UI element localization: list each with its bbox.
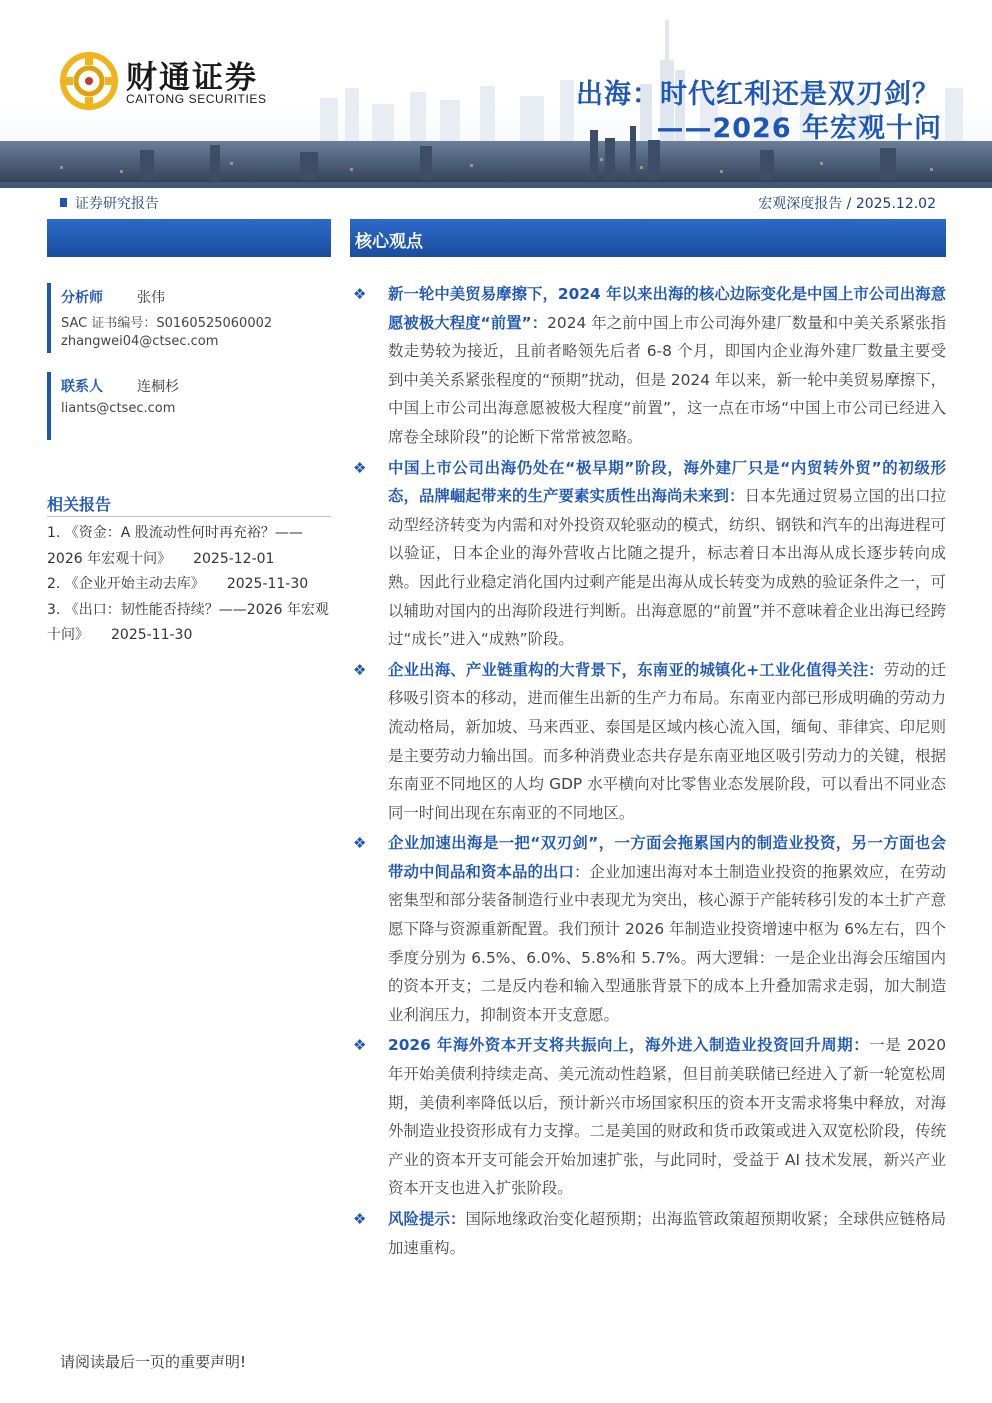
core-point	[350, 656, 946, 828]
related-reports-list	[47, 521, 337, 649]
diamond-bullet-icon: ❖	[353, 834, 367, 853]
related-report-item[interactable]	[47, 598, 337, 649]
point-body: 国际地缘政治变化超预期；出海监管政策超预期收紧；全球供应链格局加速重构。	[388, 1210, 946, 1257]
related-report-title: 3. 《出口：韧性能否持续？——2026 年宏观十问》	[47, 601, 329, 643]
core-point	[350, 1205, 946, 1262]
point-body: 一是 2020 年开始美债利持续走高、美元流动性趋紧，但目前美联储已经进入了新一轮宽松周期，美债利率降低以后，预计新兴市场国家积压的资本开支需求将集中释放，对海外制造业投资形成有力支撑。二是美国的财政和货币政策或进入双宽松阶段，传统产业的资本开支可能会开始加速扩张，与此同时，受益于 AI 技术发展，新兴产业资本开支也进入扩张阶段。	[388, 1036, 947, 1198]
company-logo	[60, 46, 300, 116]
contact-email[interactable]: liants@ctsec.com	[61, 401, 176, 416]
divider	[47, 516, 331, 517]
core-view-header	[350, 219, 946, 257]
related-report-item[interactable]	[47, 521, 337, 572]
related-report-title: 1. 《资金：A 股流动性何时再充裕？——2026 年宏观十问》	[47, 525, 303, 567]
point-heading: 企业出海、产业链重构的大背景下，东南亚的城镇化+工业化值得关注：	[388, 660, 884, 679]
accent-bar	[47, 283, 51, 353]
diamond-bullet-icon: ❖	[353, 660, 367, 679]
related-report-item[interactable]	[47, 572, 337, 598]
core-point	[350, 454, 946, 654]
analyst-name: 张伟	[137, 290, 165, 306]
related-report-date: 2025-11-30	[226, 576, 309, 592]
contact-label: 联系人	[61, 379, 103, 395]
point-heading: 2026 年海外资本开支将共振向上，海外进入制造业投资回升周期：	[388, 1036, 870, 1055]
analyst-email[interactable]: zhangwei04@ctsec.com	[61, 334, 219, 349]
core-point	[350, 1031, 946, 1203]
point-heading: 企业加速出海是一把“双刃剑”，一方面会拖累国内的制造业投资，另一方面也会带动中间品和资本品的出口	[388, 834, 946, 881]
report-title: 出海：时代红利还是双刃剑？	[576, 79, 940, 110]
report-header	[0, 0, 992, 188]
related-reports-title: 相关报告	[47, 495, 112, 514]
core-points-list	[350, 280, 946, 1262]
point-heading: 中国上市公司出海仍处在“极早期”阶段，海外建厂只是“内贸转外贸”的初级形态，品牌崛起带来的生产要素实质性出海尚未来到：	[388, 458, 946, 506]
point-body: 2024 年之前中国上市公司海外建厂数量和中美关系紧张指数走势较为接近，且前者略领先后者 6-8 个月，即国内企业海外建厂数量主要受到中美关系紧张程度的“预期”扰动，但是 2024 年以来，新一轮中美贸易摩擦下，中国上市公司出海意愿被极大程度“前置”，这一点在市场“中国上市公司已经进入席卷全球阶段”的论断下常常被忽略。	[388, 313, 946, 446]
report-type-label	[60, 193, 159, 213]
diamond-bullet-icon: ❖	[353, 1210, 367, 1228]
accent-bar	[47, 372, 51, 440]
point-body: ：企业加速出海对本土制造业投资的拖累效应，在劳动密集型和部分装备制造行业中表现尤为突出，核心源于产能转移引发的本土扩产意愿下降与资源重新配置。我们预计 2026 年制造业投资增速中枢为 6%左右，四个季度分别为 6.5%、6.0%、5.8%和 5.7%。两大逻辑：一是企业出海会压缩国内的资本开支；二是反内卷和输入型通胀背景下的成本上升叠加需求走弱，加大制造业利润压力，抑制资本开支意愿。	[388, 862, 946, 1024]
disclaimer-note: 请阅读最后一页的重要声明!	[60, 1353, 247, 1371]
related-report-date: 2025-11-30	[111, 627, 193, 643]
related-report-title: 2. 《企业开始主动去库》	[47, 576, 205, 592]
point-heading: 风险提示：	[388, 1210, 466, 1228]
report-type-text: 证券研究报告	[75, 196, 159, 212]
report-category-date: 宏观深度报告 / 2025.12.02	[758, 196, 936, 212]
logo-name-cn: 财通证券	[126, 60, 258, 96]
logo-name-en: CAITONG SECURITIES	[126, 92, 267, 106]
core-point	[350, 280, 946, 452]
contact-block	[47, 372, 331, 440]
related-report-date: 2025-12-01	[193, 550, 275, 567]
report-subtitle: ——2026 年宏观十问	[656, 113, 942, 144]
analyst-sac: SAC 证书编号：S0160525060002	[61, 316, 273, 331]
square-bullet-icon	[60, 198, 67, 207]
diamond-bullet-icon: ❖	[353, 458, 367, 477]
analyst-block	[47, 283, 331, 353]
core-view-title: 核心观点	[355, 232, 423, 252]
diamond-bullet-icon: ❖	[353, 1036, 367, 1055]
left-header-bar	[47, 219, 331, 257]
caitong-logo-icon	[60, 52, 118, 110]
analyst-label: 分析师	[61, 290, 103, 306]
point-body: 日本先通过贸易立国的出口拉动型经济转变为内需和对外投资双轮驱动的模式，纺织、钢铁和汽车的出海进程可以验证，日本企业的海外营收占比随之提升，标志着日本出海从成长逐步转向成熟。因此行业稳定消化国内过剩产能是出海从成长转变为成熟的验证条件之一，可以辅助对国内的出海阶段进行判断。出海意愿的“前置”并不意味着企业出海已经跨过“成长”进入“成熟”阶段。	[388, 487, 946, 649]
core-point	[350, 829, 946, 1029]
contact-name: 连桐杉	[137, 379, 179, 395]
diamond-bullet-icon: ❖	[353, 285, 367, 303]
point-heading: 新一轮中美贸易摩擦下，2024 年以来出海的核心边际变化是中国上市公司出海意愿被极大程度“前置”：	[388, 285, 946, 332]
point-body: 劳动的迁移吸引资本的移动，进而催生出新的生产力布局。东南亚内部已形成明确的劳动力流动格局，新加坡、马来西亚、泰国是区域内核心流入国，缅甸、菲律宾、印尼则是主要劳动力输出国。而多种消费业态共存是东南亚地区吸引劳动力的关键，根据东南亚不同地区的人均 GDP 水平横向对比零售业态发展阶段，可以看出不同业态同一时间出现在东南亚的不同地区。	[388, 660, 946, 822]
